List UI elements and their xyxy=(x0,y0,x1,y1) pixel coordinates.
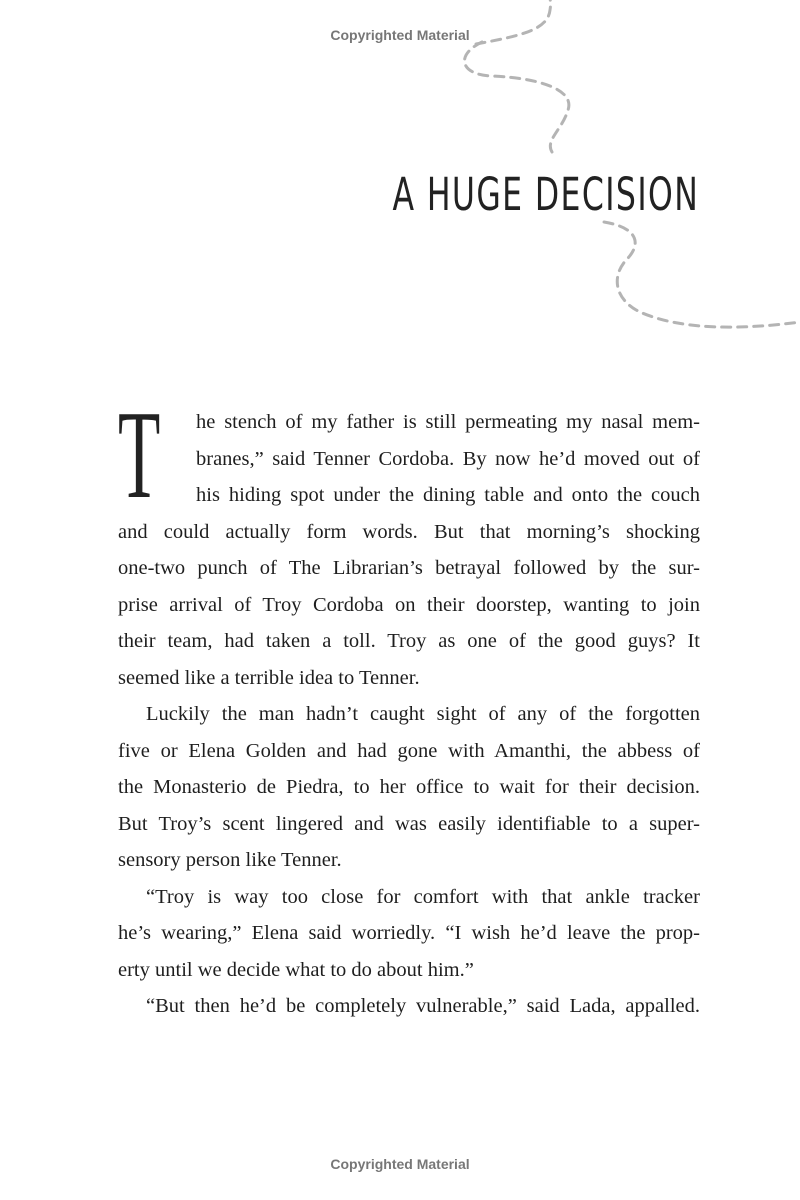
text-line: erty until we decide what to do about him.” xyxy=(118,958,474,981)
text-line: the Monasterio de Piedra, to her office to wait for their decision. xyxy=(118,776,700,798)
paragraph xyxy=(118,988,700,1025)
text-line: sensory person like Tenner. xyxy=(118,849,342,871)
paragraph xyxy=(118,879,700,989)
text-line: But Troy’s scent lingered and was easily identifiable to a super- xyxy=(118,812,700,835)
copyright-watermark-bottom: Copyrighted Material xyxy=(330,1156,470,1172)
text-line: Luckily the man hadn’t caught sight of any of the forgotten xyxy=(146,703,700,725)
text-line: “But then he’d be completely vulnerable,” said Lada, appalled. xyxy=(146,995,700,1017)
text-line: their team, had taken a toll. Troy as one of the good guys? It xyxy=(118,630,700,652)
text-line: one-two punch of The Librarian’s betrayal followed by the sur- xyxy=(118,557,700,579)
drop-cap: T xyxy=(118,386,161,525)
text-line: branes,” said Tenner Cordoba. By now he’d moved out of xyxy=(196,447,700,470)
chapter-body xyxy=(118,386,700,1025)
text-line: and could actually form words. But that morning’s shocking xyxy=(118,520,700,543)
chapter-title: A HUGE DECISION xyxy=(392,168,699,221)
text-line: “Troy is way too close for comfort with that ankle tracker xyxy=(146,885,700,908)
text-line: he stench of my father is still permeating my nasal mem- xyxy=(196,411,700,433)
copyright-watermark-top: Copyrighted Material xyxy=(330,27,470,43)
paragraph xyxy=(118,386,700,696)
text-line: seemed like a terrible idea to Tenner. xyxy=(118,666,420,689)
text-line: five or Elena Golden and had gone with Amanthi, the abbess of xyxy=(118,739,700,762)
text-line: he’s wearing,” Elena said worriedly. “I wish he’d leave the prop- xyxy=(118,922,700,944)
paragraph xyxy=(118,696,700,879)
text-line: prise arrival of Troy Cordoba on their doorstep, wanting to join xyxy=(118,593,700,616)
text-line: his hiding spot under the dining table and onto the couch xyxy=(196,484,700,506)
